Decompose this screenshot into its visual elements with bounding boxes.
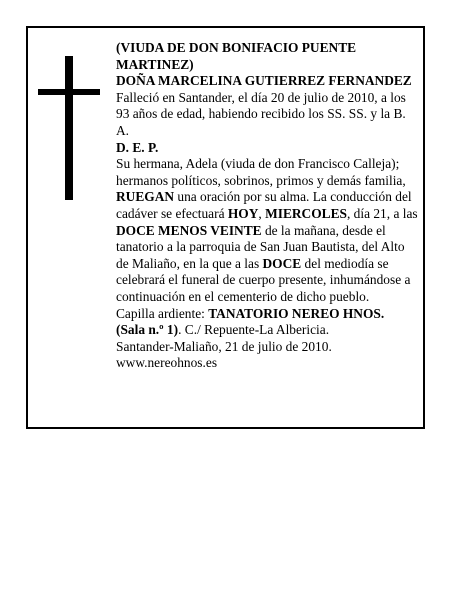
funeral-text: del mediodía se celebrará el funeral de cuerpo presente, inhumándose a continuación en el cementerio de dicho pueblo.	[116, 255, 411, 304]
chapel-info	[116, 306, 418, 323]
cross-vertical-bar	[65, 56, 73, 200]
room-number: (Sala n.º 1)	[116, 322, 179, 338]
deceased-name: DOÑA MARCELINA GUTIERREZ FERNANDEZ	[116, 73, 412, 89]
family-intro: Su hermana, Adela (viuda de don Francisco Calleja); hermanos políticos, sobrinos, primos y demás familia,	[116, 156, 406, 188]
place-date: Santander-Maliaño, 21 de julio de 2010.	[116, 338, 332, 354]
comma-separator: ,	[258, 205, 266, 221]
street-address: . C./ Repuente-La Albericia.	[178, 322, 330, 338]
procession-text: de la mañana, desde el tanatorio a la parroquia de San Juan Bautista, del Alto de Maliaño, en la que a las	[116, 222, 405, 271]
ruegan-text: RUEGAN	[116, 189, 175, 205]
obituary-notice-frame	[26, 26, 425, 429]
procession-time: DOCE MENOS VEINTE	[116, 222, 262, 238]
cross-horizontal-bar	[38, 89, 100, 95]
funeral-time: DOCE	[262, 255, 302, 271]
hoy-text: HOY	[227, 205, 259, 221]
dep-text: D. E. P.	[116, 139, 159, 155]
weekday-text: MIERCOLES	[265, 205, 347, 221]
death-info: Falleció en Santander, el día 20 de julio de 2010, a los 93 años de edad, habiendo recibido los SS. SS. y la B. A.	[116, 89, 406, 138]
family-announcement	[116, 156, 418, 305]
cross-icon	[38, 56, 100, 200]
relation-heading: (VIUDA DE DON BONIFACIO PUENTE MARTINEZ)	[116, 40, 357, 72]
obituary-text	[116, 40, 418, 372]
prayer-request: una oración por su alma. La conducción del cadáver se efectuará	[116, 189, 412, 221]
chapel-name: TANATORIO NEREO HNOS.	[208, 305, 385, 321]
chapel-label: Capilla ardiente:	[116, 305, 209, 321]
chapel-address	[116, 322, 418, 339]
day-text: , día 21, a las	[346, 205, 418, 221]
website-text: www.nereohnos.es	[116, 355, 218, 371]
